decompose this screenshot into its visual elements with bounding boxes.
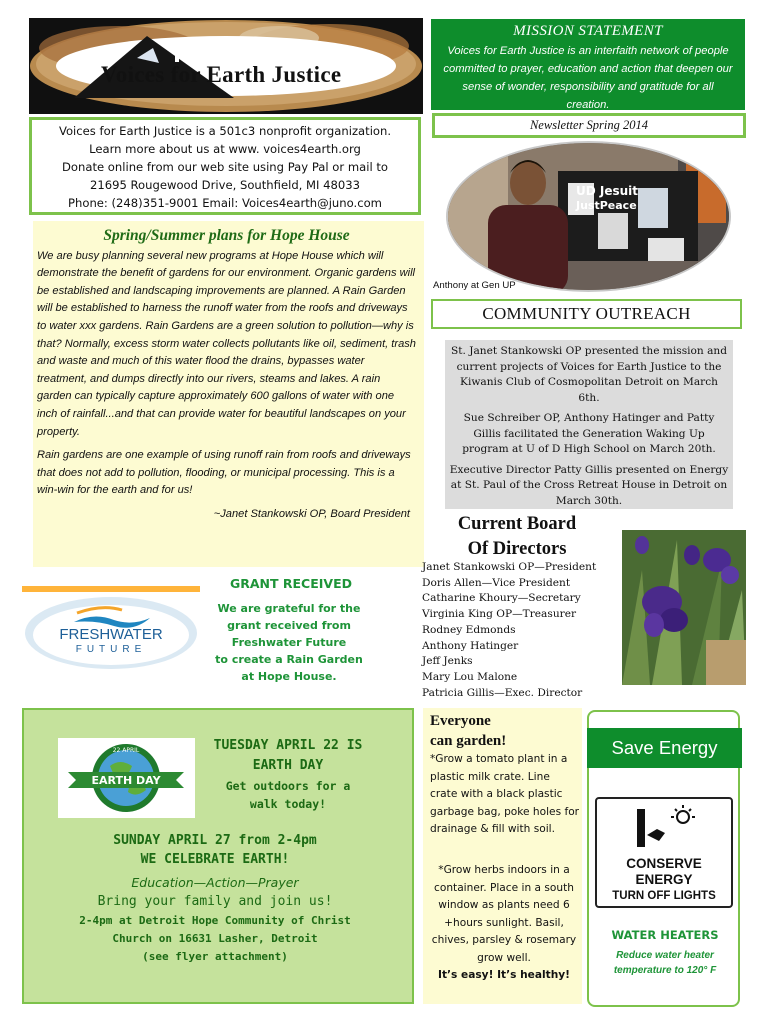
freshwater-graphic [22,586,200,671]
anthony-photo [446,141,731,292]
board-member: Anthony Hatinger [422,639,519,652]
garden-tip: *Grow a tomato plant in a plastic milk crate. Line crate with a black plastic garbage bag, poke holes for drainage & fill with soil. [430,753,580,835]
board-member: Doris Allen—Vice President [422,576,571,589]
board-member: Mary Lou Malone [422,670,518,683]
board-member: Janet Stankowski OP—President [422,561,597,573]
earth-day-logo-text: EARTH DAY [91,774,161,787]
earth-day-graphic [58,738,195,818]
org-info-box [29,117,421,215]
org-info-address: 21695 Rougewood Drive, Southfield, MI 48033 [89,178,361,192]
hope-house-paragraph: Rain gardens are one example of using runoff rain from roofs and driveways that does not add to pollution, flooding, or municipal processing. This is a win-win for the earth and for us! [37,449,411,497]
outreach-item: St. Janet Stankowski OP presented the mission and current projects of Voices for Earth Justice to the Kiwanis Club of Cosmopolitan Detroit on March 6th. [450,345,728,404]
board-title-line: Current Board [457,514,577,534]
earth-day-line: TUESDAY APRIL 22 IS [213,738,363,753]
freshwater-line2: FUTURE [75,644,147,655]
hope-house-article [33,221,424,567]
garden-title-line: Everyone [430,713,491,729]
earth-day-ring: 22 APRIL [112,747,140,754]
newsletter-label: Newsletter Spring 2014 [432,113,746,138]
logo-text: Voices for Earth Justice [101,62,342,87]
grant-line: at Hope House. [241,670,337,683]
grant-line: We are grateful for the [217,602,361,615]
org-info-contact[interactable]: Phone: (248)351-9001 Email: Voices4earth@juno.com [68,196,382,210]
freshwater-line1: FRESHWATER [59,626,163,643]
photo-graphic [448,143,731,292]
earth-day-line: WE CELEBRATE EARTH! [140,852,290,867]
org-info-line: Voices for Earth Justice is a 501c3 nonprofit organization. [58,124,392,138]
board-member: Catharine Khoury—Secretary [422,592,581,605]
garden-tip-bold: It’s easy! It’s healthy! [438,969,570,981]
grant-title: GRANT RECEIVED [229,576,352,591]
board-member: Rodney Edmonds [422,623,516,636]
freshwater-future-logo [22,586,200,671]
org-info-line: Donate online from our web site using Pay Pal or mail to [61,160,389,174]
hope-house-paragraph: We are busy planning several new programs at Hope House which will demonstrate the benefit of gardens for our environment. Organic gardens will be established and landscaping improvements are planned. A Rain Garden will be established to harness the runoff water from the roofs and driveways to water xxx gardens. Rain Gardens are a green solution to pollution—why is that? Normally, excess storm water collects pollutants like oil, sediment, trash and waste and much of this water flood the drains, bypasses water treatment, and dumps directly into our rivers, steams and lakes. A rain garden can typically capture approximately 600 gallons of water with one inch of rainfall...and that can provide water for beautiful landscapes on your property. [37,249,416,438]
earth-day-line: walk today! [249,797,327,811]
conserve-sign-line: CONSERVE [626,856,702,871]
conserve-sign-line: TURN OFF LIGHTS [612,890,716,902]
earth-day-line: Get outdoors for a [225,779,351,793]
conserve-energy-sign [595,797,733,908]
mission-statement-box [431,19,745,110]
hope-house-signature: ~Janet Stankowski OP, Board President [213,507,410,520]
earth-day-logo [58,738,195,818]
earth-day-line: Bring your family and join us! [97,894,333,909]
outreach-title: COMMUNITY OUTREACH [431,299,742,329]
earth-day-flyer-link[interactable]: (see flyer attachment) [142,950,288,963]
earth-day-line: SUNDAY APRIL 27 from 2-4pm [113,833,317,848]
garden-tip [428,862,580,985]
iris-flower-photo [622,530,746,685]
org-info-website[interactable]: Learn more about us at www. voices4earth.org [89,142,361,156]
board-member: Jeff Jenks [422,655,473,668]
board-title [437,512,597,562]
photo-sign-line2: JustPeace [576,199,637,212]
earth-day-line: 2-4pm at Detroit Hope Community of Christ [79,914,351,927]
photo-caption: Anthony at Gen UP [433,280,516,291]
earth-day-line: EARTH DAY [252,758,324,773]
earth-day-line: Church on 16631 Lasher, Detroit [112,932,318,945]
board-member: Virginia King OP—Treasurer [422,608,577,621]
light-switch-icon [597,799,731,855]
board-list [422,560,627,701]
earth-day-line: Education—Action—Prayer [131,875,299,890]
water-heaters-text: Reduce water heater temperature to 120° F [613,950,717,976]
outreach-item: Sue Schreiber OP, Anthony Hatinger and Patty Gillis facilitated the Generation Waking Up program at U of D High School on March 20th. [462,412,716,455]
board-member: Patricia Gillis—Exec. Director [422,686,583,699]
garden-title-line: can garden! [430,733,507,749]
mission-title: MISSION STATEMENT [513,23,663,39]
outreach-box [445,340,733,509]
iris-graphic [622,530,746,685]
garden-title [430,711,580,751]
save-energy-title: Save Energy [587,728,742,768]
grant-line: Freshwater Future [231,636,347,649]
grant-line: grant received from [227,619,351,632]
outreach-item: Executive Director Patty Gillis presented on Energy at St. Paul of the Cross Retreat House in Detroit on March 30th. [449,463,729,507]
conserve-sign-line: ENERGY [635,872,693,887]
mission-text: Voices for Earth Justice is an interfaith network of people committed to prayer, education and action that deepen our sense of wonder, responsibility and gratitude for all creation. [443,45,733,111]
hope-house-title: Spring/Summer plans for Hope House [103,227,350,244]
garden-tip-text: *Grow herbs indoors in a container. Place in a south window as plants need 6 +hours sunlight. Basil, chives, parsley & rosemary grow well. [431,864,577,964]
photo-sign-line1: UD Jesuit [576,184,639,198]
grant-line: to create a Rain Garden [215,653,363,666]
grant-text [206,600,372,685]
logo-banner [29,18,423,114]
water-heaters-title: WATER HEATERS [611,928,719,942]
board-title-line: Of Directors [467,539,567,559]
